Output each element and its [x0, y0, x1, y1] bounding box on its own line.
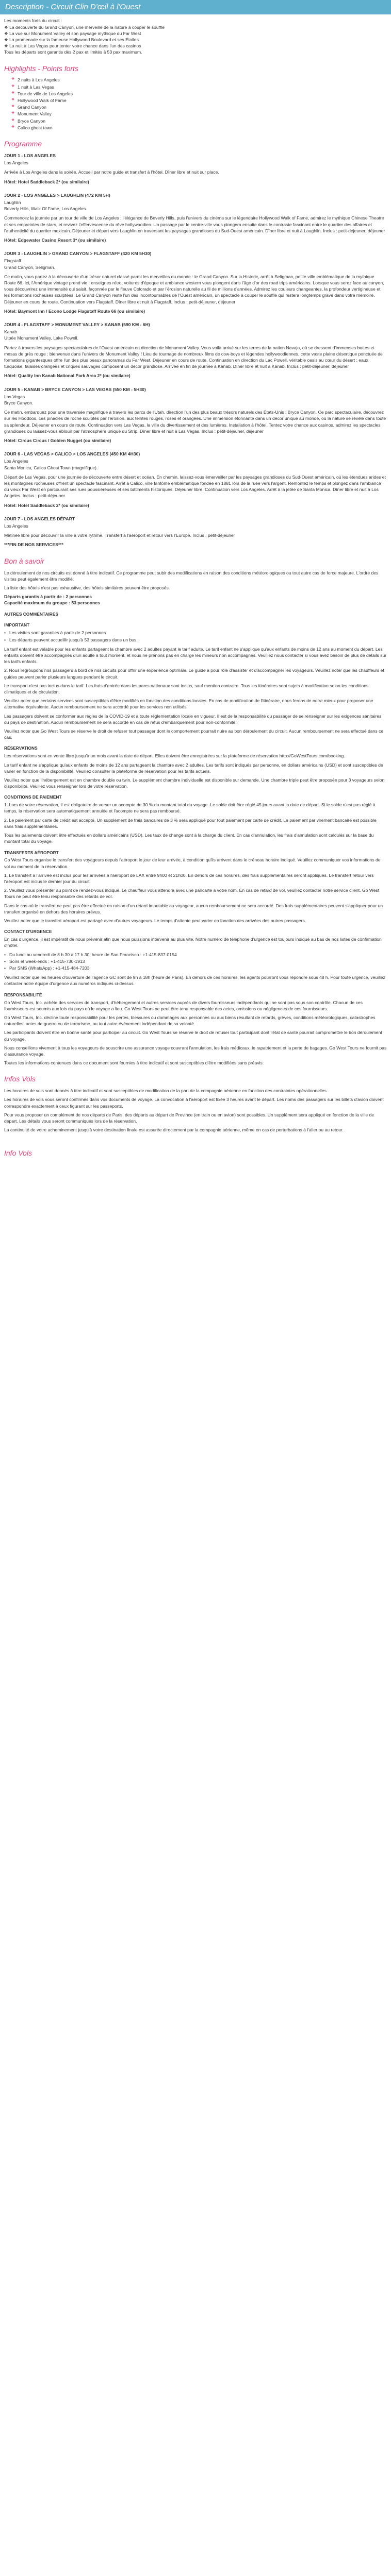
info-paragraph: 2. Nous regroupons nos passagers à bord de nos circuits pour offrir une expérience optimale. Le guide a pour rôle d'assister et d'accompagner les voyageurs. Veuillez noter que les chauffeurs et guides peuvent parler plusieurs langues pendant le circuit. — [4, 668, 384, 680]
day-location: Bryce Canyon. — [4, 400, 34, 405]
page-title: Description - Circuit Clin D'œil à l'Ouest — [0, 0, 391, 14]
infos-vols-title: Infos Vols — [4, 1075, 36, 1083]
highlight-item: ❖ Grand Canyon — [11, 104, 387, 110]
info-sections — [4, 612, 387, 1066]
intro-line: ❖ La nuit à Las Vegas pour tenter votre chance dans l'un des casinos — [4, 43, 141, 49]
day-block — [4, 386, 387, 444]
day-location: Flagstaff — [4, 258, 21, 264]
day-hotel: Hôtel: Quality Inn Kanab National Park Area 2* (ou similaire) — [4, 373, 131, 379]
highlight-item: ❖ 1 nuit à Las Vegas — [11, 84, 387, 90]
contact-item: • Du lundi au vendredi de 8 h 30 à 17 h 30, heure de San Francisco : +1-415-837-0154 — [4, 952, 387, 958]
info-paragraph: Toutes les informations contenues dans ce document sont fournies à titre indicatif et sont susceptibles d'être modifiées sans préavis. — [4, 1060, 264, 1066]
day-title: JOUR 4 - FLAGSTAFF > MONUMENT VALLEY > KANAB (590 KM - 6H) — [4, 321, 150, 327]
day-location: Los Angeles — [4, 523, 28, 529]
intro-line: ❖ La découverte du Grand Canyon, une merveille de la nature à couper le souffle — [4, 24, 165, 30]
info-paragraph: Dans le cas où le transfert ne peut pas être effectué en raison d'un retard imputable au voyageur, aucun remboursement ne sera accordé. Des frais supplémentaires peuvent s'appliquer pour un transfert organisé en dehors des horaires prévus. — [4, 903, 383, 914]
day-location: Laughlin — [4, 199, 21, 205]
info-section — [4, 612, 387, 618]
info-section — [4, 745, 387, 789]
bon-a-savoir-block — [4, 570, 387, 1066]
day-title: JOUR 2 - LOS ANGELES > LAUGHLIN (472 KM 5H) — [4, 192, 110, 198]
info-paragraph: Go West Tours, Inc. décline toute responsabilité pour les pertes, blessures ou dommages aux personnes ou aux biens résultant de retards, grèves, conditions météorologiques, catastrophes naturelles, actes de guerre ou de terrorisme, ou tout autre événement indépendant de sa volonté. — [4, 1014, 376, 1027]
day-location: Las Vegas — [4, 394, 25, 399]
day-location: Beverly Hills, Walk Of Fame, Los Angeles. — [4, 206, 87, 212]
day-subtitle — [4, 199, 387, 212]
day-title: JOUR 1 - LOS ANGELES — [4, 152, 56, 158]
info-section-title: AUTRES COMMENTAIRES — [4, 611, 58, 617]
contact-item: • Soirs et week-ends : +1-415-730-1913 — [4, 958, 387, 964]
day-description: Matinée libre pour découvrir la ville à votre rythme. Transfert à l'aéroport et retour vers l'Europe. Inclus : petit-déjeuner — [4, 533, 235, 538]
day-location: Santa Monica, Calico Ghost Town (magnifique). — [4, 465, 98, 470]
day-location: Los Angeles — [4, 160, 28, 166]
day-block — [4, 152, 387, 185]
info-paragraph: Veuillez noter que l'hébergement est en chambre double ou twin. Le supplément chambre individuelle est disponible sur demande. Une chambre triple peut être proposée pour 3 voyageurs selon disponibilité. Veuillez vous renseigner lors de votre réservation. — [4, 777, 385, 789]
day-subtitle — [4, 258, 387, 270]
info-section-title: RESPONSABILITÉ — [4, 992, 42, 997]
info-section-title: CONDITIONS DE PAIEMENT — [4, 794, 62, 800]
info-paragraph: Go West Tours organise le transfert des voyageurs depuis l'aéroport le jour de leur arrivée, à condition qu'ils arrivent dans le créneau horaire indiqué. Veuillez communiquer vos informations de vol au moment de la réservation. — [4, 857, 381, 869]
highlights-list — [11, 77, 387, 131]
info-list — [4, 630, 387, 642]
info-section — [4, 992, 387, 1066]
info-paragraph: Nous conseillons vivement à tous les voyageurs de souscrire une assurance voyage couvrant l'annulation, les frais médicaux, le rapatriement et la perte de bagages. Go West Tours ne fournit pas d'assurance voyage. — [4, 1045, 387, 1057]
capacite-max: Capacité maximum du groupe : 53 personnes — [4, 600, 100, 606]
day-title: JOUR 7 - LOS ANGELES DÉPART — [4, 516, 75, 521]
infos-vols-para: Les horaires de vols sont donnés à titre indicatif et sont susceptibles de modification de la part de la compagnie aérienne en fonction des contraintes opérationnelles. — [4, 1088, 328, 1094]
day-location: Utpée Monument Valley, Lake Powell. — [4, 335, 78, 341]
day-subtitle — [4, 458, 387, 470]
info-paragraph: Go West Tours, Inc. achète des services de transport, d'hébergement et autres services auprès de divers fournisseurs indépendants qui ne sont pas sous son contrôle. Chacun de ces fournisseurs est soumis aux lois du pays où le voyage a lieu. Go West Tours ne peut être tenu responsable des actes, omissions ou négligences de ces fournisseurs. — [4, 999, 363, 1011]
info-section-title: IMPORTANT — [4, 622, 30, 628]
day-block — [4, 250, 387, 314]
highlight-item: ❖ Tour de ville de Los Angeles — [11, 91, 387, 97]
info-paragraph: Les passagers doivent se conformer aux règles de la COVID-19 et à toute réglementation locale en vigueur. Il est de la responsabilité du passager de se renseigner sur les exigences sanitaires du pays de destination. Aucun remboursement ne sera accordé en cas de refus d'embarquement pour non-conformité. — [4, 713, 382, 725]
day-hotel: Hôtel: Hotel Saddleback 2* (ou similaire) — [4, 502, 89, 508]
footer-title: Info Vols — [4, 1149, 32, 1158]
info-paragraph: Veuillez noter que Go West Tours se réserve le droit de refuser tout passager dont le comportement pourrait nuire au bon déroulement du circuit. Aucun remboursement ne sera effectué dans ce cas. — [4, 728, 384, 740]
contact-item: • Par SMS (WhatsApp) : +1-415-484-7203 — [4, 965, 387, 971]
day-location: Los Angeles — [4, 459, 28, 464]
info-paragraph: Veuillez noter que le transfert aéroport est partagé avec d'autres voyageurs. Le temps d'attente peut varier en fonction des arrivées des autres passagers. — [4, 918, 306, 924]
day-description: Départ de Las Vegas, pour une journée de découverte entre désert et océan. En chemin, laissez-vous émerveiller par les paysages grandioses du Sud-Ouest américain, où les étendues arides et les montagnes rocheuses offrent un spectacle fascinant. Arrêt à Calico, ville fantôme emblématique fondée en 1881 lors de la ruée vers l'argent. Remontez le temps et plongez dans l'ambiance du vieux Far West en parcourant ses rues poussiéreuses et ses bâtiments historiques. Déjeuner libre. Continuation vers Los Angeles. Arrêt à la jetée de Santa Monica. Dîner libre et nuit à Los Angeles. Inclus : petit-déjeuner — [4, 474, 386, 499]
info-paragraph: Le tarif enfant est valable pour les enfants partageant la chambre avec 2 adultes payant le tarif adulte. Le tarif enfant ne s'applique qu'aux enfants de moins de 12 ans au moment du départ. Les enfants doivent être accompagnés d'un adulte à tout moment, et nous ne prenons pas en charge les mineurs non accompagnés. Veuillez nous contacter si vous avez besoin de plus de détails sur les tarifs enfants. — [4, 646, 387, 665]
info-paragraph: En cas d'urgence, il est impératif de nous prévenir afin que nous puissions intervenir au plus vite. Notre numéro de téléphone d'urgence est toujours indiqué au bas de nos listes de confirmation d'hôtel. — [4, 937, 382, 948]
intro-block — [4, 18, 387, 55]
highlight-item: ❖ Bryce Canyon — [11, 118, 387, 124]
highlight-item: ❖ 2 nuits à Los Angeles — [11, 77, 387, 83]
info-paragraph: Le tarif enfant ne s'applique qu'aux enfants de moins de 12 ans partageant la chambre avec 2 adultes. Les tarifs sont indiqués par personne, en dollars américains (USD) et sont susceptibles de varier en fonction de la disponibilité. Veuillez consulter la plateforme de réservation pour les tarifs actuels. — [4, 762, 383, 774]
info-section — [4, 622, 387, 740]
day-subtitle — [4, 329, 387, 341]
info-section-title: TRANSFERTS AÉROPORT — [4, 850, 59, 855]
intro-line: ❖ La vue sur Monument Valley et son paysage mythique du Far West — [4, 30, 141, 36]
day-title: JOUR 5 - KANAB > BRYCE CANYON > LAS VEGAS (550 KM - 5H30) — [4, 386, 146, 392]
highlight-item: ❖ Calico ghost town — [11, 125, 387, 131]
info-paragraph: 2. Veuillez vous présenter au point de rendez-vous indiqué. Le chauffeur vous attendra avec une pancarte à votre nom. En cas de retard de vol, veuillez contacter notre service client. Go West Tours ne peut être tenu responsable des retards de vol. — [4, 888, 380, 900]
bon-a-savoir-para: Le déroulement de nos circuits est donné à titre indicatif. Ce programme peut subir des modifications en raison des conditions météorologiques ou tout autre cas de force majeure. L'ordre des visites peut également être modifié. — [4, 570, 379, 582]
intro-line: ❖ La promenade sur la fameuse Hollywood Boulevard et ses Étoiles — [4, 37, 139, 42]
day-block — [4, 516, 387, 548]
day-block — [4, 192, 387, 243]
day-subtitle — [4, 394, 387, 406]
day-description: Arrivée à Los Angeles dans la soirée. Accueil par notre guide et transfert à l'hôtel. Dîner libre et nuit sur place. — [4, 170, 219, 175]
infos-vols-block — [4, 1088, 387, 1133]
day-location: Grand Canyon, Seligman. — [4, 264, 55, 270]
day-hotel: Hôtel: Baymont Inn / Econo Lodge Flagstaff Route 66 (ou similaire) — [4, 308, 145, 314]
day-hotel: Hôtel: Hotel Saddleback 2* (ou similaire) — [4, 179, 89, 184]
info-paragraph: Le transport n'est pas inclus dans le tarif. Les frais d'entrée dans les parcs nationaux sont inclus, sauf mention contraire. Tous les itinéraires sont sujets à modification selon les conditions climatiques et de circulation. — [4, 683, 369, 694]
infos-vols-para: La continuité de votre acheminement jusqu'à votre destination finale est assurée directement par la compagnie aérienne, même en cas de perturbations à l'aller ou au retour. — [4, 1127, 344, 1133]
info-paragraph: Les participants doivent être en bonne santé pour participer au circuit. Go West Tours se réserve le droit de refuser tout participant dont l'état de santé pourrait compromettre le bon déroulement du voyage. — [4, 1030, 382, 1042]
highlight-item: ❖ Monument Valley — [11, 111, 387, 117]
highlights-title: Highlights - Points forts — [4, 64, 78, 73]
info-section-title: CONTACT D'URGENCE — [4, 929, 52, 935]
intro-line: Tous les départs sont garantis dès 2 pax et limités à 53 pax maximum. — [4, 49, 142, 55]
day-hotel: ***FIN DE NOS SERVICES*** — [4, 542, 63, 548]
departure-info — [4, 594, 387, 606]
info-paragraph: Les réservations sont en vente libre jusqu'à un mois avant la date de départ. Elles doivent être enregistrées sur la plateforme de réservation http://GoWestTours.com/booking. — [4, 753, 345, 759]
day-description: Commencez la journée par un tour de ville de Los Angeles : l'élégance de Beverly Hills, puis l'univers du cinéma sur le légendaire Hollywood Walk of Fame, admirez le mythique Chinese Theatre et ses empreintes de stars, et revivez l'effervescence du rêve hollywoodien. Un passage par le centre-ville vous plongera ensuite dans le contraste fascinant entre le quartier des affaires et l'authenticité du quartier mexicain. Déjeuner et départ vers Laughlin en traversant les paysages grandioses du Sud-Ouest américain. Dîner libre et nuit à Laughlin. Inclus : petit-déjeuner, déjeuner — [4, 215, 385, 233]
info-section-title: RÉSERVATIONS — [4, 745, 38, 751]
day-hotel: Hôtel: Circus Circus / Golden Nugget (ou similaire) — [4, 438, 111, 443]
info-paragraph: Tous les paiements doivent être effectués en dollars américains (USD). Les taux de change sont à la charge du client. En cas d'annulation, les frais d'annulation sont calculés sur la base du montant total du voyage. — [4, 833, 374, 844]
day-description: Ce matin, embarquez pour une traversée magnifique à travers les parcs de l'Utah, direction l'un des plus beaux trésors naturels des États-Unis : Bryce Canyon. Ce parc spectaculaire, découvrez sur les Hoodoos, ces pinacles de roche sculptés par l'érosion, aux teintes rouges, roses et orangées. Une immersion étonnante dans un décor unique au monde, où la nature se révèle dans toute sa splendeur. Déjeuner en cours de route. Continuation vers Las Vegas, la ville du divertissement et des lumières. Installation à l'hôtel. Tentez votre chance aux casinos, admirez les spectacles grandioses ou laissez-vous éblouir par l'atmosphère unique du Strip. Dîner libre et nuit à Las Vegas. Inclus : petit-déjeuner, déjeuner — [4, 410, 386, 434]
day-description: Partez à travers les paysages spectaculaires de l'Ouest américain en direction de Monument Valley. Vous voilà arrivé sur les terres de la nation Navajo, où se dressent d'immenses buttes et mesas de grès rouge : bienvenue dans l'univers de Monument Valley ! Lieu de tournage de nombreux films de cow-boys et légendes hollywoodiennes, cette vaste plaine désertique ponctuée de formations gigantesques offre l'un des plus beaux panoramas du Far West. Déjeuner en cours de route. Continuation en direction du Lac Powell, véritable oasis au cœur du désert : eaux turquoise, falaises orangées et criques sauvages composent un décor grandiose. Arrivée en fin de journée à Kanab. Dîner libre et nuit à Kanab. Inclus : petit-déjeuner, déjeuner — [4, 345, 383, 369]
infos-vols-para: Pour vous proposer un complément de nos départs de Paris, des départs au départ de Province (en train ou en avion) sont possibles. Un supplément sera appliqué en fonction de la ville de départ. Les détails vous seront communiqués lors de la réservation. — [4, 1112, 374, 1124]
contact-list — [4, 952, 387, 972]
page — [0, 0, 391, 1172]
bon-a-savoir-title: Bon à savoir — [4, 556, 44, 565]
programme-title: Programme — [4, 140, 42, 148]
day-description: Ce matin, vous partez à la découverte d'un trésor naturel classé parmi les merveilles du monde : le Grand Canyon. Sur la Historic, arrêt à Seligman, petite ville emblématique de la mythique Route 66. Ici, l'Amérique vintage prend vie : enseignes rétro, voitures d'époque et ambiance western vous plongent dans l'âge d'or des road trips américains. Lorsque vous serez face au canyon, vous découvrirez une immensité qui saisit, façonnée par le fleuve Colorado et par l'érosion naturelle au fil de millions d'années. Admirez les couleurs changeantes, la profondeur vertigineuse et les formations rocheuses sculptées. Le Grand Canyon reste l'un des incontournables de l'Ouest américain, un spectacle à couper le souffle qui restera longtemps gravé dans votre mémoire. Déjeuner en cours de route. Continuation vers Flagstaff. Dîner libre et nuit à Flagstaff. Inclus : petit-déjeuner, déjeuner — [4, 274, 384, 304]
info-section — [4, 929, 387, 987]
infos-vols-para: Les horaires de vols vous seront confirmés dans vos documents de voyage. La convocation à l'aéroport est fixée 3 heures avant le départ. Les noms des passagers sur les billets d'avion doivent correspondre exactement à ceux figurant sur les passeports. — [4, 1097, 384, 1109]
day-block — [4, 451, 387, 509]
info-section — [4, 850, 387, 924]
info-paragraph: 2. Le paiement par carte de crédit est accepté. Un supplément de frais bancaires de 3 % sera appliqué pour tout paiement par carte de crédit. Le paiement par virement bancaire est possible sans frais supplémentaires. — [4, 817, 377, 829]
info-paragraph: 1. Lors de votre réservation, il est obligatoire de verser un acompte de 30 % du montant total du voyage. Le solde doit être réglé 45 jours avant la date de départ. Si le solde n'est pas réglé à temps, la réservation sera automatiquement annulée et l'acompte ne sera pas remboursé. — [4, 802, 376, 814]
day-hotel: Hôtel: Edgewater Casino Resort 3* (ou similaire) — [4, 237, 106, 243]
day-subtitle — [4, 160, 387, 166]
day-subtitle — [4, 523, 387, 529]
bon-a-savoir-para: La liste des hôtels n'est pas exhaustive, des hôtels similaires peuvent être proposés. — [4, 585, 170, 590]
day-location: Kanab — [4, 329, 17, 335]
info-section — [4, 794, 387, 844]
info-list-item: • Les visites sont garanties à partir de 2 personnes — [4, 630, 387, 636]
departs-garantis: Départs garantis à partir de : 2 personnes — [4, 594, 92, 600]
day-title: JOUR 3 - LAUGHLIN > GRAND CANYON > FLAGSTAFF (420 KM 5H30) — [4, 251, 152, 257]
info-paragraph: Veuillez noter que certains services sont susceptibles d'être modifiés en fonction des conditions locales. En cas de modification de l'itinéraire, nous ferons de notre mieux pour proposer une alternative équivalente. Aucun remboursement ne sera accordé pour les services non utilisés. — [4, 698, 373, 710]
day-title: JOUR 6 - LAS VEGAS > CALICO > LOS ANGELES (450 KM 4H30) — [4, 451, 140, 457]
info-paragraph: Veuillez noter que les heures d'ouverture de l'agence GC sont de 9h à 18h (heure de Paris). En dehors de ces horaires, les agents pourront vous répondre sous 48 h. Pour toute urgence, veuillez contacter notre équipe d'urgence aux numéros indiqués ci-dessus. — [4, 975, 385, 987]
intro-line: Les moments forts du circuit : — [4, 18, 62, 24]
info-list-item: • Les départs peuvent accueillir jusqu'à 53 passagers dans un bus. — [4, 637, 387, 643]
highlight-item: ❖ Hollywood Walk of Fame — [11, 97, 387, 104]
programme-days — [4, 152, 387, 548]
day-block — [4, 321, 387, 379]
info-paragraph: 1. Le transfert à l'arrivée est inclus pour les arrivées à l'aéroport de LAX entre 9h00 et 21h00. En dehors de ces horaires, des frais supplémentaires seront appliqués. Le transfert retour vers l'aéroport est inclus le dernier jour du circuit. — [4, 872, 374, 885]
